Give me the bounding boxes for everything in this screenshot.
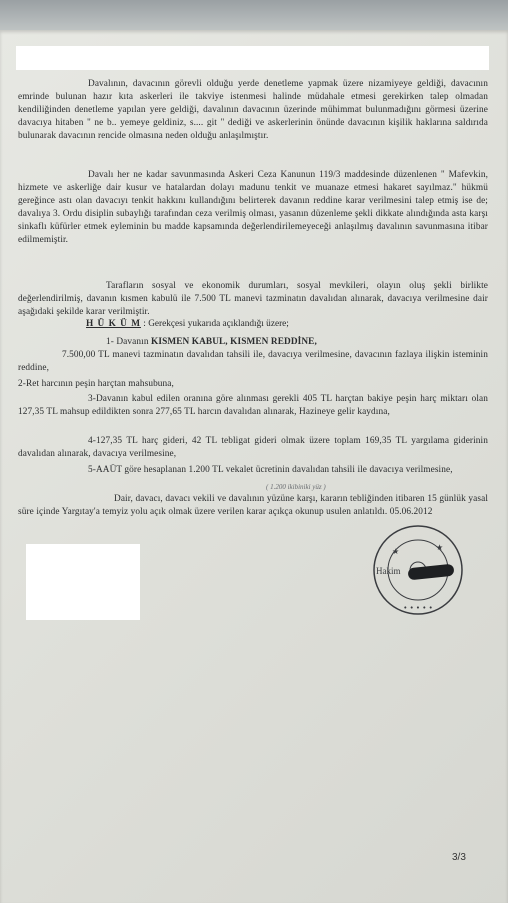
final-paragraph: Dair, davacı, davacı vekili ve davalının yüzüne karşı, kararın tebliğinden itibaren 15 günlük yasal süre içinde Yargıtay'a temyiz yolu açık olmak üzere verilen karar açıkça okunup usulen anlatıldı. 05.06.2012 — [18, 494, 488, 517]
item-2: 2-Ret harcının peşin harçtan mahsubuna, — [18, 379, 174, 389]
paragraph-1: Davalının, davacının görevli olduğu yerde denetleme yapmak üzere nizamiyeye geldiği, davacının emrinde bulunan hazır kıta askerleri ile takviye istenmesi halinde müdahale etmesi gerekirken talep olmadan kendiliğinden denetleme yapılan yere geldiği, davalının davacının üzerinde mühimmat bulunmadığını görmesi üzerine davacıya hitaben " ne b.. yemeye geldiniz, s.... git " dediği ve askerlerinin önünde davacının kişilik haklarına saldırıda bulunarak davacının rencide olmasına neden olduğu anlaşılmıştır. — [18, 79, 488, 141]
paragraph-3: Tarafların sosyal ve ekonomik durumları, sosyal mevkileri, olayın oluş şekli birlikte değerlendirilmiş, davanın kısmen kabulü ile 7.500 TL manevi tazminatın davalıdan alınarak, davacıya verilmesine dair aşağıdaki şekilde karar verilmiştir. — [18, 281, 488, 317]
redacted-signature-block — [26, 544, 140, 620]
hukum-text: : Gerekçesi yukarıda açıklandığı üzere; — [143, 319, 289, 329]
handwritten-note: ( 1.200 ikibiniki yüz ) — [266, 483, 326, 491]
page-number: 3/3 — [452, 852, 466, 863]
item-3: 3-Davanın kabul edilen oranına göre alınması gerekli 405 TL harçtan bakiye peşin harç miktarı olan 127,35 TL mahsup edildikten sonra 277,65 TL harcın davalıdan alınarak, Hazineye gelir kaydına, — [18, 394, 488, 417]
hukum-heading — [86, 319, 289, 329]
judge-label: Hakim — [376, 566, 401, 576]
item-1-prefix: 1- Davanın — [106, 337, 149, 347]
svg-text:• • • • •: • • • • • — [403, 604, 433, 612]
paragraph-2: Davalı her ne kadar savunmasında Askeri Ceza Kanunun 119/3 maddesinde düzenlenen " Mafevkin, hizmete ve askerliğe dair kusur ve hatalardan dolayı madunu tenkit ve muanaze etmesi hakaret sayılmaz." hükmü gereğince astı olan davacıyı tenkit hakkını kullandığını belirterek davanın reddine karar verilmesini talep etmiş ise de; davalıya 3. Ordu disiplin subaylığı tarafından ceza verilmiş olması, yasanın düzenleme şekli dikkate alındığında asta karşı sinkaflı küfürler etmek eyleminin bu madde kapsamında değerlendirilemeyeceği anlaşılmış davalının savunmasına itibar edilmemiştir. — [18, 170, 488, 245]
svg-text:★: ★ — [392, 547, 400, 556]
item-1-bold: KISMEN KABUL, KISMEN REDDİNE, — [151, 337, 317, 347]
redacted-header — [16, 46, 489, 70]
item-4: 4-127,35 TL harç gideri, 42 TL tebligat gideri olmak üzere toplam 169,35 TL yargılama giderinin davalıdan alınarak, davacıya verilmesine, — [18, 436, 488, 459]
item-1 — [18, 336, 488, 349]
item-1-body: 7.500,00 TL manevi tazminatın davalıdan tahsili ile, davacıya verilmesine, davacının fazlaya ilişkin isteminin reddine, — [18, 350, 488, 373]
item-5: 5-AAÜT göre hesaplanan 1.200 TL vekalet ücretinin davalıdan tahsili ile davacıya verilmesine, — [88, 465, 453, 475]
hukum-label: H Ü K Ü M — [86, 319, 141, 329]
svg-text:★: ★ — [436, 543, 444, 552]
